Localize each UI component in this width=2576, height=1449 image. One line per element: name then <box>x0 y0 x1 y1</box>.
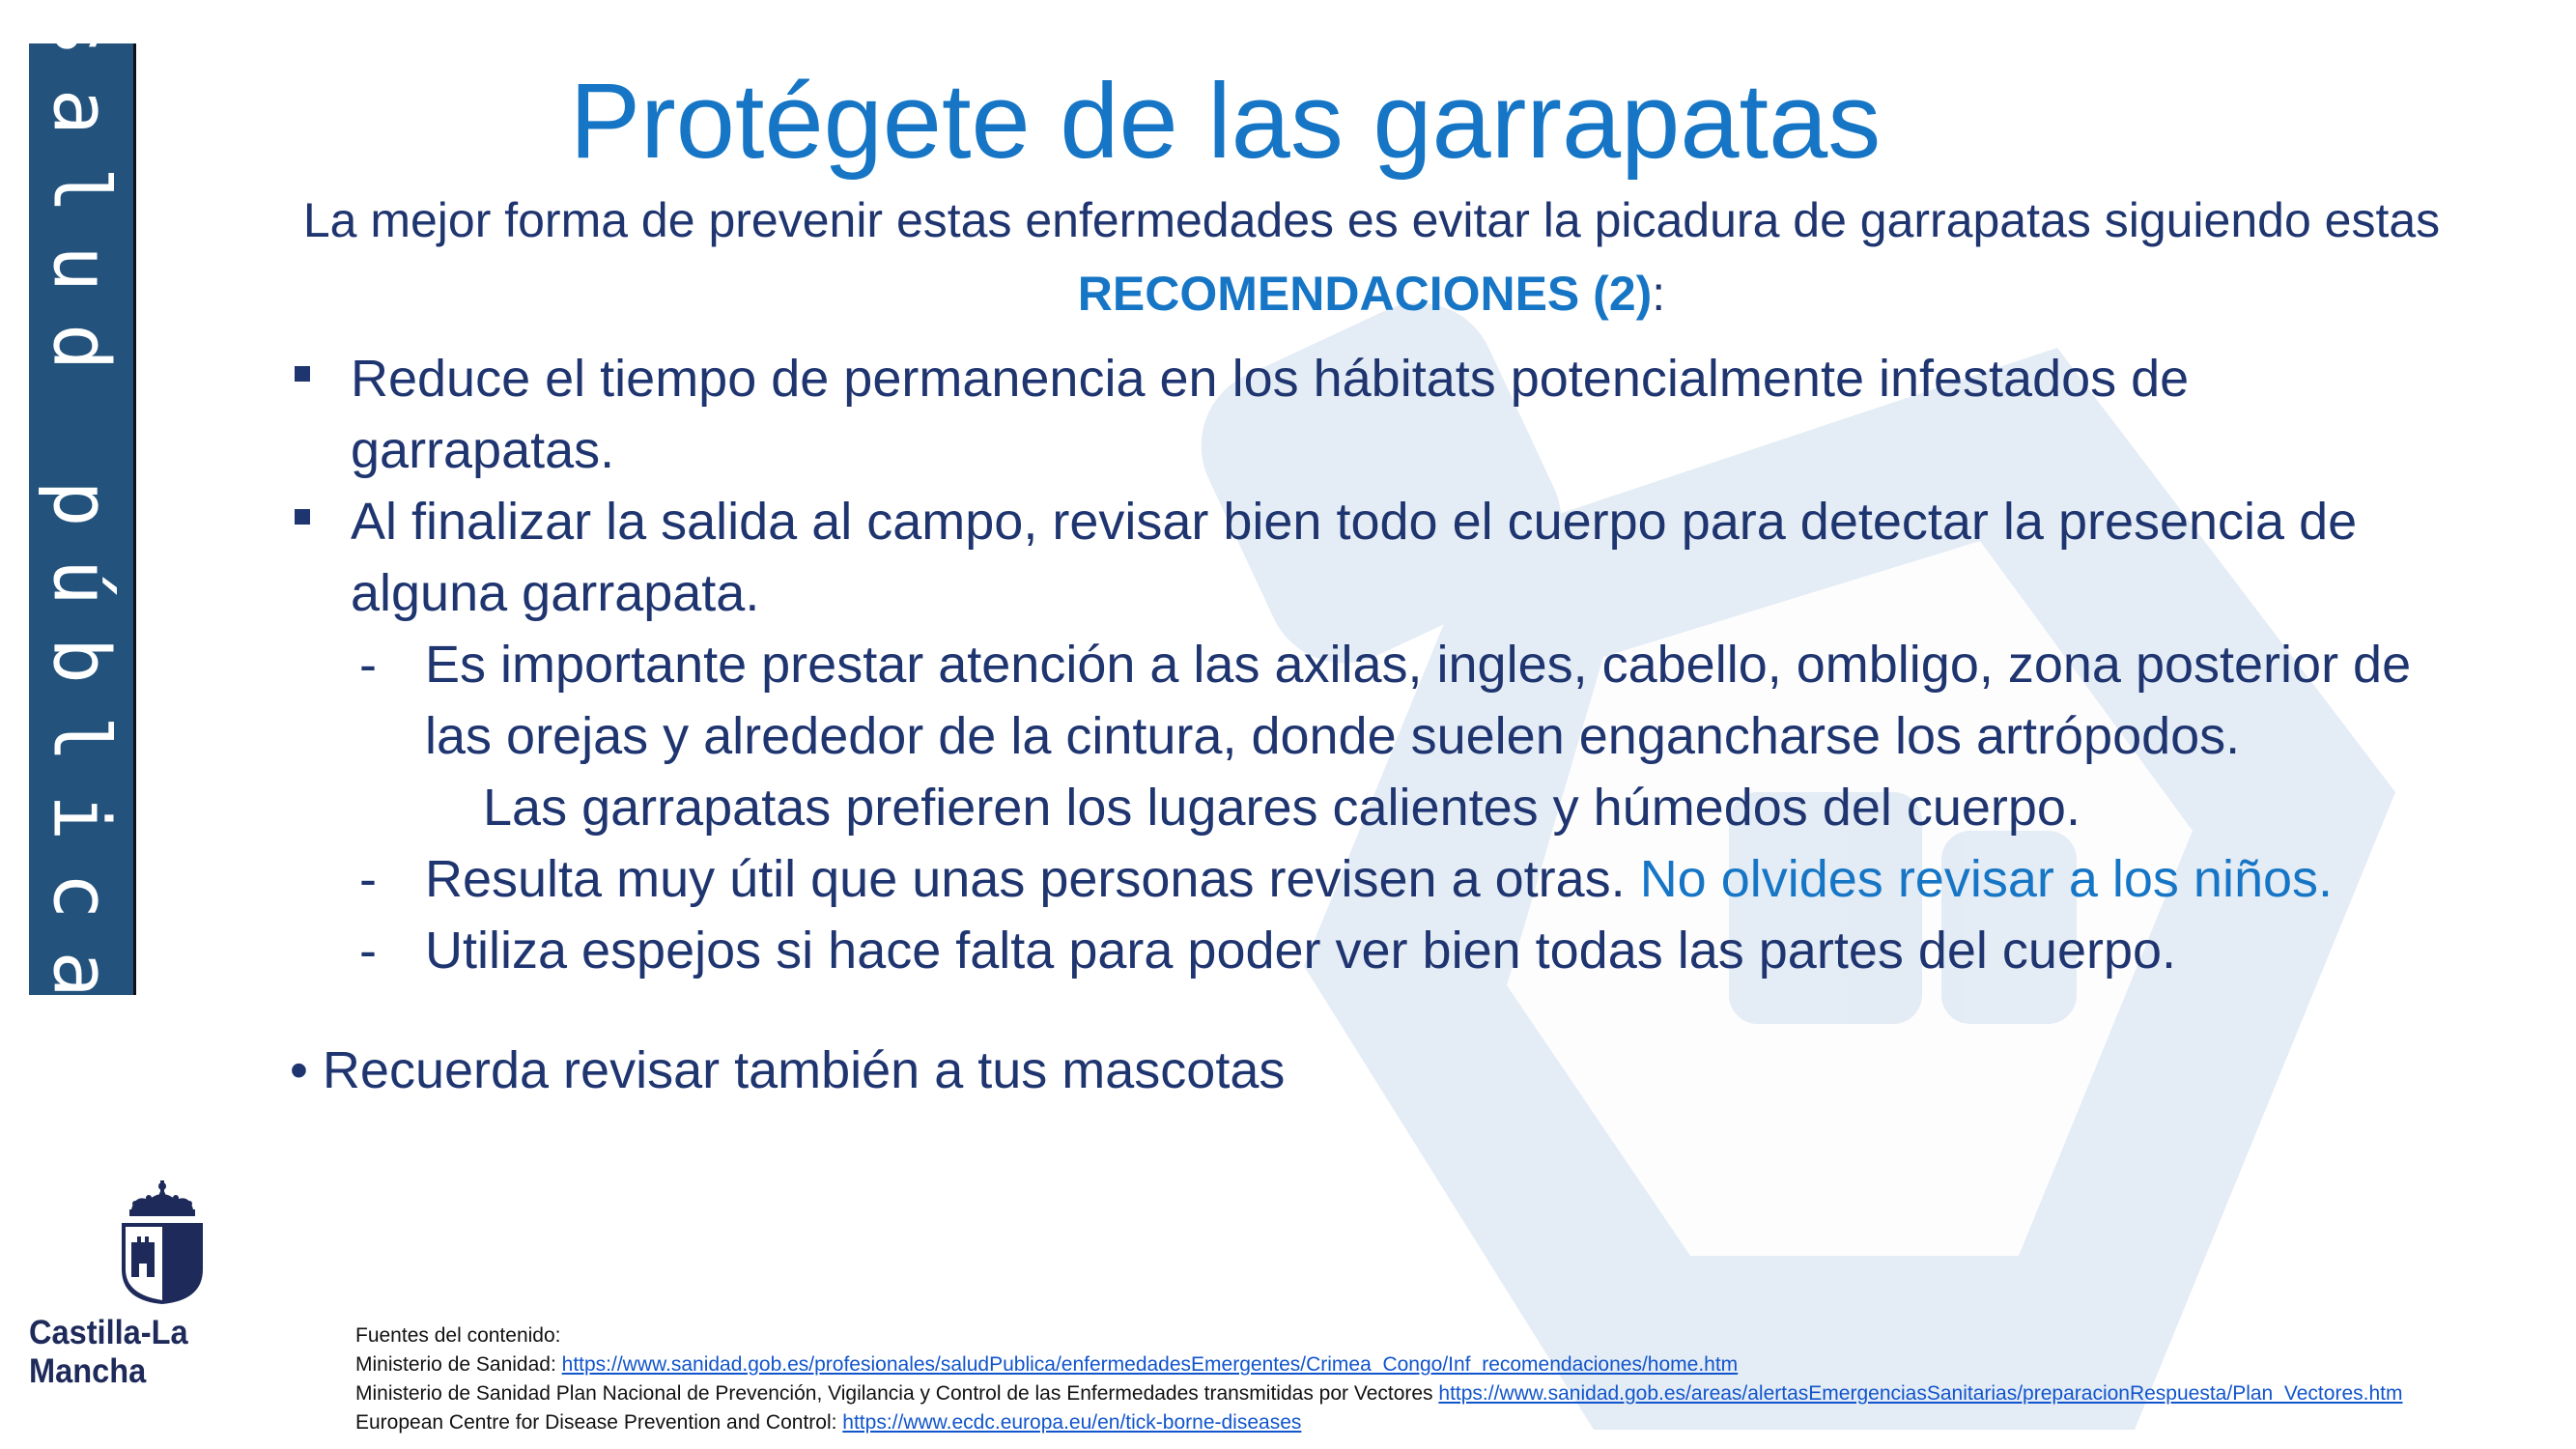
list-item <box>290 343 2415 486</box>
coat-of-arms-icon <box>116 1180 209 1306</box>
sub-list-item <box>290 629 2415 772</box>
logo-label: Castilla-La Mancha <box>29 1314 188 1390</box>
sub-item-text: Es importante prestar atención a las axilas, ingles, cabello, ombligo, zona posterior de las orejas y alrededor de la cintura, donde suelen engancharse los artrópodos. <box>425 636 2412 765</box>
source-link[interactable]: https://www.sanidad.gob.es/profesionales/saludPublica/enfermedadesEmergentes/Crimea_Congo/Inf_recomendaciones/home.htm <box>561 1353 1739 1376</box>
source-line <box>355 1350 2402 1379</box>
square-bullet-icon <box>295 366 310 382</box>
bullet-text: Al finalizar la salida al campo, revisar bien todo el cuerpo para detectar la presencia de alguna garrapata. <box>351 493 2358 622</box>
list-item <box>290 486 2415 629</box>
intro-suffix: : <box>1652 267 1666 321</box>
bullet-text: Reduce el tiempo de permanencia en los hábitats potencialmente infestados de garrapatas. <box>351 350 2190 479</box>
recommendations-list <box>290 343 2415 1106</box>
source-label: Ministerio de Sanidad: <box>355 1353 556 1376</box>
sidebar-banner <box>29 9 136 1030</box>
dash-marker: - <box>359 850 377 908</box>
sub-list-item <box>290 843 2415 915</box>
dash-marker: - <box>359 922 377 980</box>
sidebar-label: salud pública <box>36 9 127 1030</box>
castilla-la-mancha-logo <box>29 1180 319 1391</box>
source-link[interactable]: https://www.sanidad.gob.es/areas/alertasEmergenciasSanitarias/preparacionRespuesta/Plan_Vectores.htm <box>1438 1382 2403 1405</box>
children-reminder: No olvides revisar a los niños. <box>1639 850 2334 908</box>
source-link[interactable]: https://www.ecdc.europa.eu/en/tick-borne-diseases <box>842 1411 1302 1434</box>
dash-marker: - <box>359 636 377 694</box>
source-label: Ministerio de Sanidad Plan Nacional de Prevención, Vigilancia y Control de las Enfermedades transmitidas por Vectores <box>355 1382 1433 1405</box>
intro-paragraph <box>280 184 2463 330</box>
source-line <box>355 1408 2402 1437</box>
intro-text: La mejor forma de prevenir estas enfermedades es evitar la picadura de garrapatas siguiendo estas <box>302 193 2441 247</box>
recommendations-label: RECOMENDACIONES (2) <box>1077 267 1653 321</box>
source-label: European Centre for Disease Prevention and Control: <box>355 1411 837 1434</box>
sources-heading: Fuentes del contenido: <box>355 1324 561 1347</box>
sub-item-text: Resulta muy útil que unas personas revisen a otras. <box>425 850 1626 908</box>
sub-item-note <box>290 772 2415 843</box>
square-bullet-icon <box>295 509 310 525</box>
sub-item-text: Utiliza espejos si hace falta para poder ver bien todas las partes del cuerpo. <box>425 922 2177 980</box>
pets-reminder: • Recuerda revisar también a tus mascotas <box>290 1041 1286 1099</box>
sub-list-item <box>290 915 2415 986</box>
sources-block <box>355 1321 2402 1437</box>
page-title: Protégete de las garrapatas <box>569 62 1882 181</box>
source-line <box>355 1379 2402 1408</box>
note-text: Las garrapatas prefieren los lugares calientes y húmedos del cuerpo. <box>483 779 2081 837</box>
